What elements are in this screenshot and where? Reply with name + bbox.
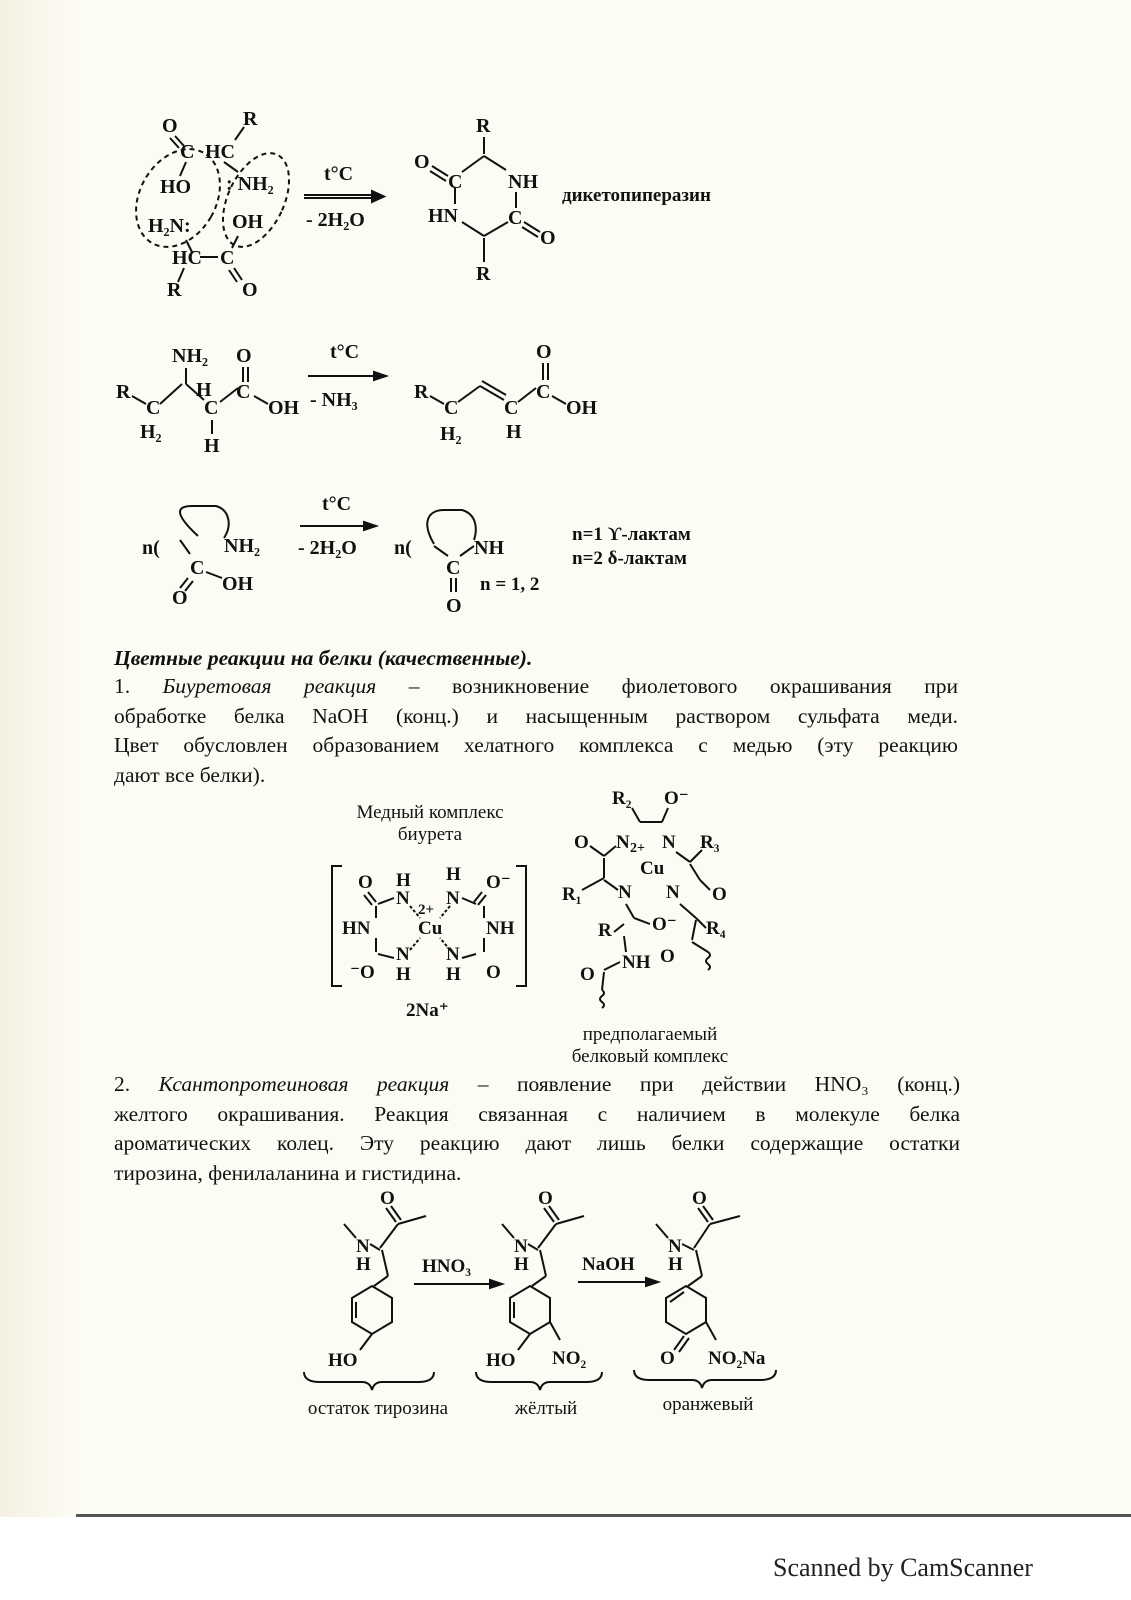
svg-text:O⁻: O⁻: [652, 914, 677, 935]
biuret-complex-label: Медный комплекс: [356, 802, 504, 823]
condition-top: t°C: [322, 493, 352, 515]
svg-text:O: O: [414, 151, 430, 173]
svg-text:OH: OH: [222, 573, 254, 595]
svg-text:O: O: [380, 1188, 395, 1209]
svg-text:OH: OH: [232, 211, 264, 233]
condition-bottom: - NH₃: [310, 389, 358, 411]
svg-text:NH: NH: [474, 537, 504, 559]
delta-lactam-label: n=2 δ-лактам: [572, 548, 687, 569]
svg-text:NH: NH: [486, 918, 515, 939]
svg-text:R: R: [414, 381, 429, 403]
svg-text:C: C: [504, 397, 519, 419]
svg-text:H: H: [446, 964, 461, 985]
protein-complex-label: предполагаемый: [582, 1024, 718, 1045]
svg-text:N: N: [662, 832, 676, 853]
svg-text:R₄: R₄: [706, 918, 726, 939]
svg-text:O: O: [660, 946, 675, 967]
svg-text:R: R: [243, 108, 258, 130]
protein-complex-label: белковый комплекс: [571, 1046, 729, 1067]
brace-icon: [476, 1372, 602, 1390]
svg-text:O⁻: O⁻: [664, 788, 689, 809]
svg-text:HC: HC: [205, 141, 235, 163]
svg-text:O: O: [660, 1348, 675, 1369]
item-number: 1.: [114, 674, 131, 698]
svg-text:O: O: [712, 884, 727, 905]
condition-bottom: - 2H₂O: [298, 537, 357, 559]
svg-text:R: R: [598, 920, 612, 941]
quinoid-salt-structure: [656, 1188, 766, 1369]
svg-text:H: H: [196, 379, 212, 401]
svg-text:2+: 2+: [630, 841, 645, 856]
condition-bottom: - 2H₂O: [306, 209, 365, 231]
svg-text:N: N: [616, 832, 630, 853]
svg-text:H₂N:: H₂N:: [148, 215, 191, 237]
svg-text:N: N: [446, 888, 460, 909]
product-name: дикетопиперазин: [562, 185, 711, 206]
yellow-label: жёлтый: [514, 1398, 578, 1419]
svg-text:R: R: [167, 279, 182, 301]
svg-text:OH: OH: [268, 397, 300, 419]
item-number: 2.: [114, 1072, 131, 1096]
svg-text:H: H: [396, 870, 411, 891]
svg-text:R₂: R₂: [612, 788, 632, 809]
svg-text:n(: n(: [394, 537, 412, 559]
svg-text:N: N: [446, 944, 460, 965]
svg-text:R₃: R₃: [700, 832, 720, 853]
text-line: Цвет обусловлен образованием хелатного комплекса с медью (эту реакцию: [114, 733, 958, 757]
text-line: желтого окрашивания. Реакция связанная с наличием в молекуле белка: [114, 1101, 960, 1126]
svg-text:2+: 2+: [418, 902, 435, 918]
brace-icon: [634, 1370, 776, 1388]
svg-text:O: O: [574, 832, 589, 853]
svg-text:C: C: [236, 381, 251, 403]
svg-text:HO: HO: [328, 1350, 358, 1371]
text-line: тирозина, фенилаланина и гистидина.: [114, 1160, 462, 1185]
reagent-label: HNO₃: [422, 1256, 471, 1277]
svg-text:HN: HN: [428, 205, 458, 227]
neutralization-arrow: [578, 1254, 658, 1286]
svg-text:O: O: [692, 1188, 707, 1209]
svg-text:O⁻: O⁻: [486, 872, 511, 893]
svg-text:NH: NH: [622, 952, 651, 973]
svg-text:H: H: [396, 964, 411, 985]
nitration-arrow: [414, 1256, 502, 1288]
svg-text:C: C: [508, 207, 523, 229]
svg-text:O: O: [358, 872, 373, 893]
svg-text:N: N: [618, 882, 632, 903]
counter-ion: 2Na⁺: [406, 1000, 449, 1021]
svg-text:H: H: [514, 1254, 529, 1275]
svg-text:O: O: [162, 115, 178, 137]
nitrotyrosine-structure: [486, 1188, 587, 1371]
svg-text:NH₂: NH₂: [224, 535, 260, 557]
svg-text:n(: n(: [142, 537, 160, 559]
svg-text:OH: OH: [566, 397, 598, 419]
svg-text:N: N: [514, 1236, 528, 1257]
svg-text:O: O: [540, 227, 556, 249]
svg-text:H: H: [446, 864, 461, 885]
svg-text:H: H: [668, 1254, 683, 1275]
svg-text:C: C: [220, 247, 235, 269]
text-line: обработке белка NaOH (конц.) и насыщенным раствором сульфата меди.: [114, 703, 958, 728]
tyrosine-label: остаток тирозина: [307, 1398, 449, 1419]
svg-text:R₁: R₁: [562, 884, 582, 905]
biuret-term: Биуретовая реакция: [162, 674, 377, 698]
svg-text:H₂: H₂: [140, 421, 162, 443]
scanner-watermark: Scanned by CamScanner: [773, 1553, 1033, 1582]
svg-text:C: C: [204, 397, 219, 419]
svg-text:C: C: [190, 557, 205, 579]
svg-text:R: R: [476, 263, 491, 285]
svg-text:C: C: [448, 171, 463, 193]
text-line: – появление при действии HNO₃ (конц.): [477, 1072, 961, 1096]
condition-top: t°C: [330, 341, 360, 363]
svg-text:C: C: [180, 141, 195, 163]
svg-text:N: N: [356, 1236, 370, 1257]
svg-text:H₂: H₂: [440, 423, 462, 445]
svg-text:HO: HO: [486, 1350, 516, 1371]
svg-text:O: O: [236, 345, 252, 367]
svg-text:O: O: [172, 587, 188, 609]
svg-text:⁻O: ⁻O: [350, 962, 375, 983]
orange-label: оранжевый: [662, 1394, 754, 1415]
svg-text:C: C: [446, 557, 461, 579]
svg-text:NH: NH: [508, 171, 538, 193]
brace-icon: [304, 1372, 434, 1390]
gamma-lactam-label: n=1 ϒ-лактам: [572, 524, 691, 545]
svg-text:N: N: [666, 882, 680, 903]
svg-text:O: O: [446, 595, 462, 617]
svg-text:O: O: [536, 341, 552, 363]
condition-top: t°C: [324, 163, 354, 185]
svg-text:O: O: [538, 1188, 553, 1209]
svg-text:C: C: [146, 397, 161, 419]
section-heading: Цветные реакции на белки (качественные).: [114, 646, 533, 670]
svg-text:H: H: [356, 1254, 371, 1275]
text-line: дают все белки).: [114, 762, 266, 787]
svg-text:H: H: [506, 421, 522, 443]
svg-text:HC: HC: [172, 247, 202, 269]
svg-text:O: O: [242, 279, 258, 301]
svg-text:C: C: [536, 381, 551, 403]
svg-text:O: O: [580, 964, 595, 985]
svg-text:N: N: [396, 888, 410, 909]
svg-text:C: C: [444, 397, 459, 419]
svg-text:Cu: Cu: [640, 858, 665, 879]
svg-text:: NH₂: : NH₂: [226, 173, 274, 195]
svg-text:R: R: [476, 115, 491, 137]
svg-text:N: N: [396, 944, 410, 965]
svg-text:O: O: [486, 962, 501, 983]
svg-text:H: H: [204, 435, 220, 457]
svg-text:N: N: [668, 1236, 682, 1257]
svg-text:NH₂: NH₂: [172, 345, 208, 367]
n-value-note: n = 1, 2: [480, 574, 540, 595]
svg-text:HN: HN: [342, 918, 371, 939]
svg-text:NO₂: NO₂: [552, 1348, 587, 1369]
biuret-complex-label: биурета: [397, 824, 463, 845]
xanthoprotein-term: Ксантопротеиновая реакция: [158, 1072, 450, 1096]
reagent-label: NaOH: [582, 1254, 635, 1275]
tyrosine-residue-structure: [328, 1188, 426, 1371]
text-line: – возникновение фиолетового окрашивания при: [408, 674, 958, 698]
svg-text:R: R: [116, 381, 131, 403]
svg-text:NO₂Na: NO₂Na: [708, 1348, 766, 1369]
text-line: ароматических колец. Эту реакцию дают лишь белки содержащие остатки: [114, 1131, 960, 1155]
svg-text:Cu: Cu: [418, 918, 443, 939]
svg-text:HO: HO: [160, 176, 192, 198]
